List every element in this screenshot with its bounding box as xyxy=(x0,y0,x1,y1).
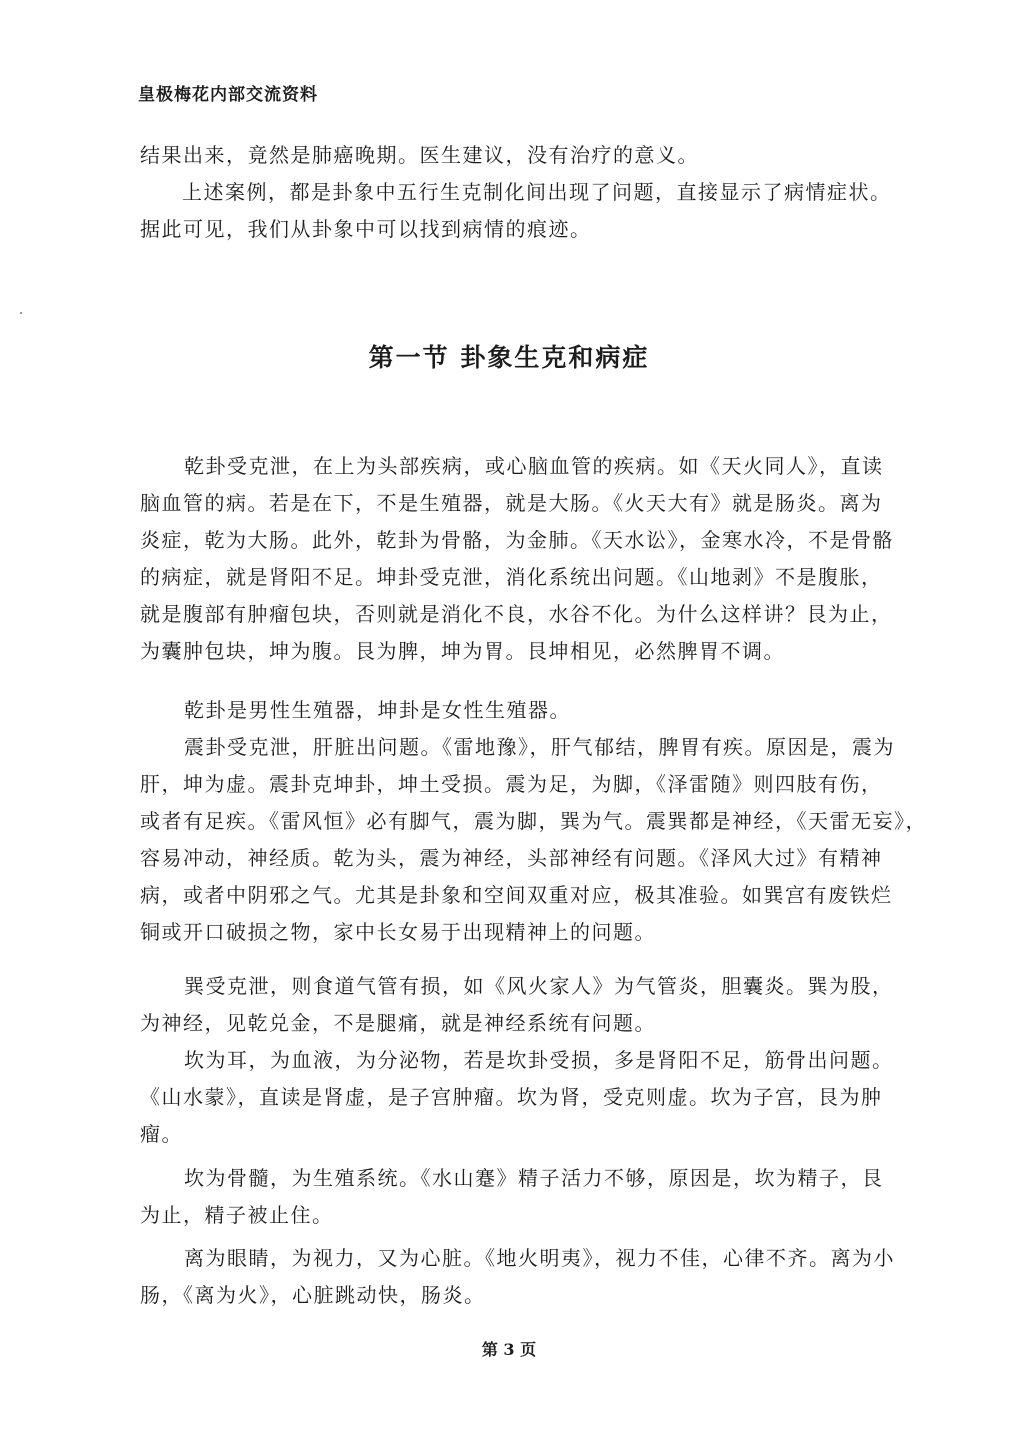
section-title: 第一节 卦象生克和病症 xyxy=(368,343,650,372)
page-number: 第 3 页 xyxy=(481,1340,537,1359)
paragraph-line: 脑血管的病。若是在下，不是生殖器，就是大肠。《火天大有》就是肠炎。离为 xyxy=(140,491,883,515)
paragraph-line: 坎为骨髓，为生殖系统。《水山蹇》精子活力不够，原因是，坎为精子，艮 xyxy=(184,1166,884,1190)
scan-speck xyxy=(20,312,22,314)
paragraph-line: 《山水蒙》，直读是肾虚，是子宫肿瘤。坎为肾，受克则虚。坎为子宫，艮为肿 xyxy=(140,1085,883,1109)
paragraph-line: 坎为耳，为血液，为分泌物，若是坎卦受损，多是肾阳不足，筋骨出问题。 xyxy=(184,1048,894,1072)
paragraph-line: 容易冲动，神经质。乾为头，震为神经，头部神经有问题。《泽风大过》有精神 xyxy=(140,846,883,870)
intro-paragraph xyxy=(140,137,892,248)
paragraph-line: 的病症，就是肾阳不足。坤卦受克泄，消化系统出问题。《山地剥》不是腹胀， xyxy=(140,565,883,589)
body-paragraph xyxy=(140,1240,895,1314)
paragraph-line: 肝，坤为虚。震卦克坤卦，坤土受损。震为足，为脚，《泽雷随》则四肢有伤， xyxy=(140,772,883,796)
intro-line: 上述案例，都是卦象中五行生克制化间出现了问题，直接显示了病情症状。 xyxy=(182,180,892,204)
paragraph-line: 为神经，见乾兑金，不是腿痛，就是神经系统有问题。 xyxy=(140,1011,656,1035)
intro-line: 据此可见，我们从卦象中可以找到病情的痕迹。 xyxy=(140,217,592,241)
paragraph-line: 巽受克泄，则食道气管有损，如《风火家人》为气管炎，胆囊炎。巽为股， xyxy=(184,974,894,998)
body-paragraph xyxy=(140,729,927,951)
body-paragraph xyxy=(140,448,894,670)
paragraph-line: 乾卦受克泄，在上为头部疾病，或心脑血管的疾病。如《天火同人》，直读 xyxy=(184,454,884,478)
paragraph-line: 乾卦是男性生殖器，坤卦是女性生殖器。 xyxy=(184,698,571,722)
paragraph-line: 病，或者中阴邪之气。尤其是卦象和空间双重对应，极其准验。如巽宫有废铁烂 xyxy=(140,883,893,907)
paragraph-line: 为止，精子被止住。 xyxy=(140,1203,334,1227)
page-header: 皇极梅花内部交流资料 xyxy=(138,85,318,105)
paragraph-line: 或者有足疾。《雷风恒》必有脚气，震为脚，巽为气。震巽都是神经，《天雷无妄》， xyxy=(140,809,927,833)
paragraph-line: 瘤。 xyxy=(140,1122,183,1146)
body-paragraph xyxy=(140,1042,894,1153)
paragraph-line: 为囊肿包块，坤为腹。艮为脾，坤为胃。艮坤相见，必然脾胃不调。 xyxy=(140,639,785,663)
body-paragraph xyxy=(140,1160,884,1234)
intro-line: 结果出来，竟然是肺癌晚期。医生建议，没有治疗的意义。 xyxy=(140,143,699,167)
paragraph-line: 就是腹部有肿瘤包块，否则就是消化不良，水谷不化。为什么这样讲？艮为止， xyxy=(140,602,893,626)
paragraph-line: 离为眼睛，为视力，又为心脏。《地火明夷》，视力不佳，心律不齐。离为小 xyxy=(184,1246,895,1270)
body-paragraph xyxy=(140,968,894,1042)
body-paragraph xyxy=(140,692,880,729)
paragraph-line: 震卦受克泄，肝脏出问题。《雷地豫》，肝气郁结，脾胃有疾。原因是，震为 xyxy=(184,735,895,759)
paragraph-line: 铜或开口破损之物，家中长女易于出现精神上的问题。 xyxy=(140,920,656,944)
paragraph-line: 肠，《离为火》，心脏跳动快，肠炎。 xyxy=(140,1283,486,1307)
paragraph-line: 炎症，乾为大肠。此外，乾卦为骨骼，为金肺。《天水讼》，金寒水冷，不是骨骼 xyxy=(140,528,894,552)
